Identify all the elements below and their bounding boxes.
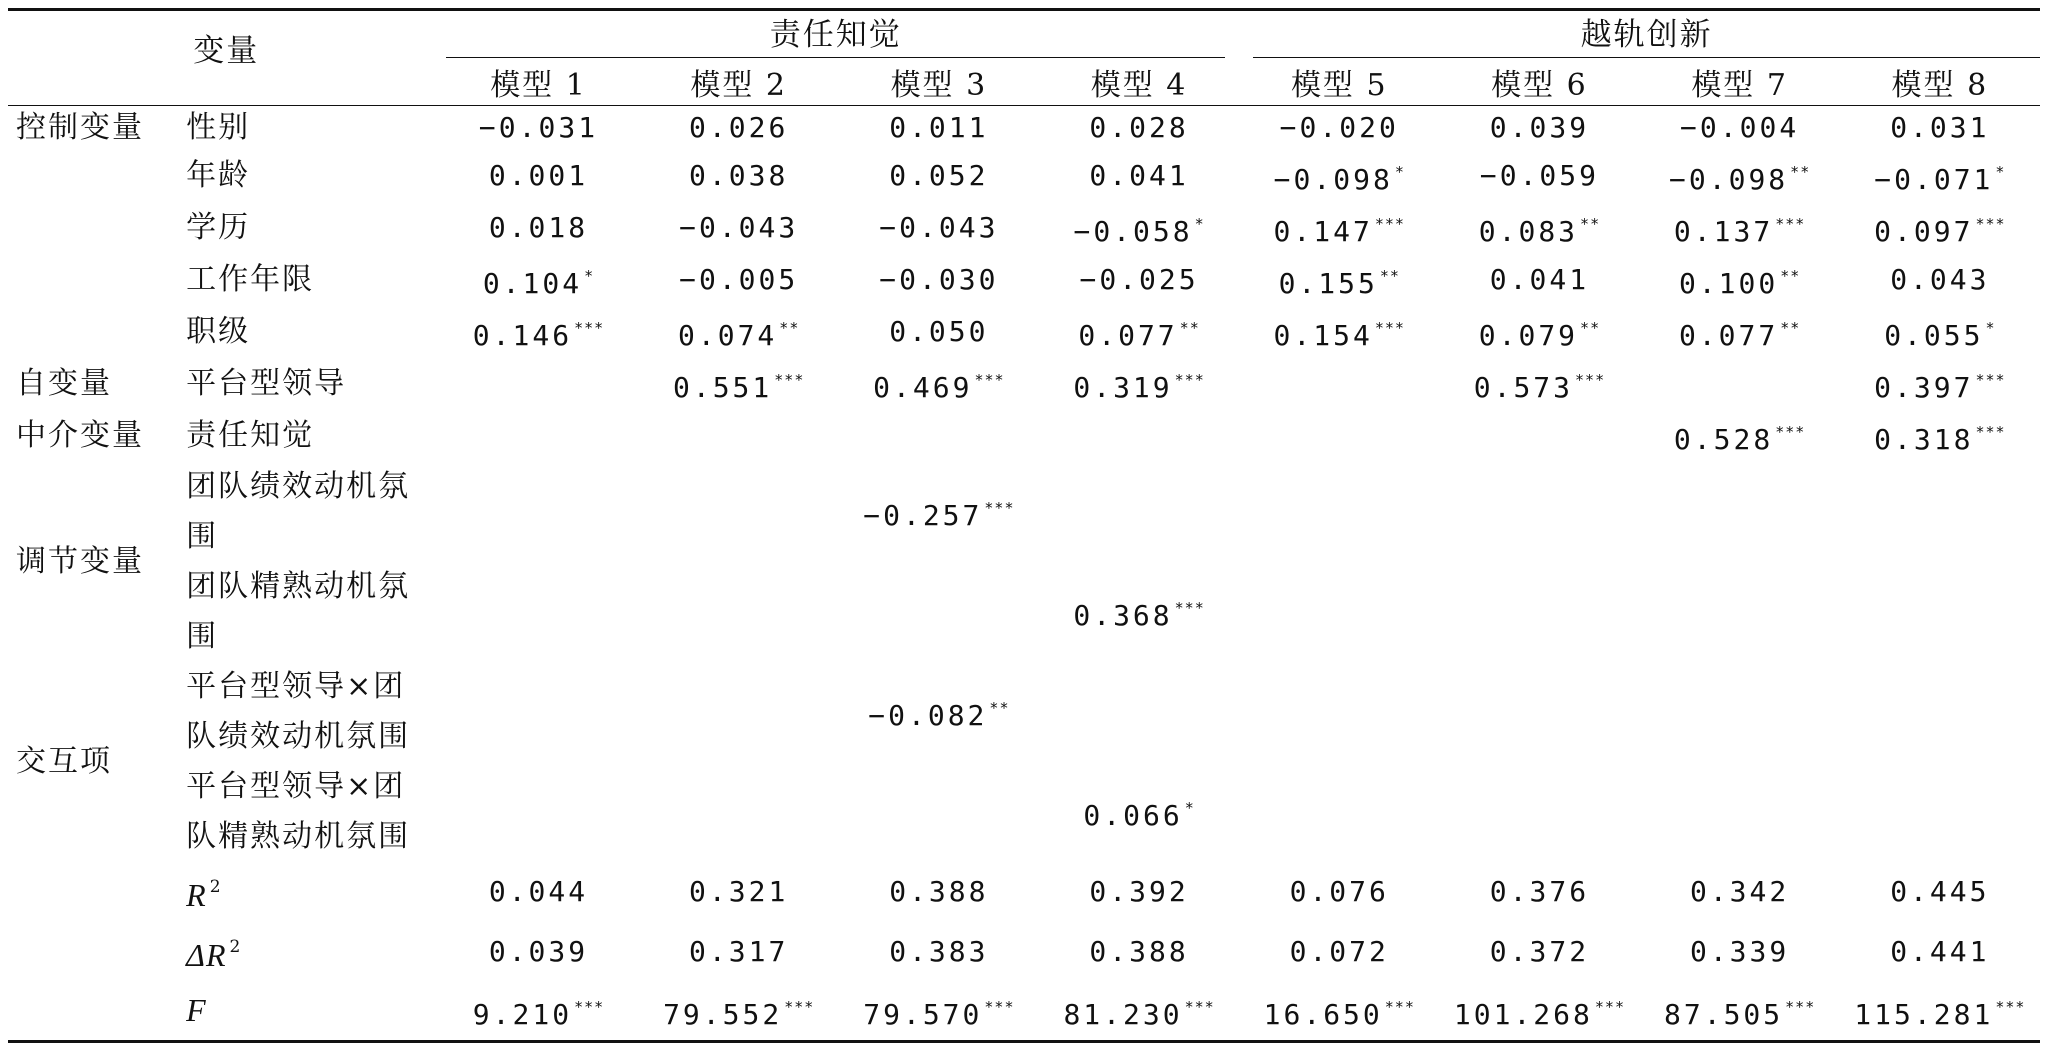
stat-label: F — [186, 992, 207, 1028]
coef-cell — [1640, 106, 1840, 151]
coef-value: −0.059 — [1479, 159, 1600, 192]
coef-cell — [438, 862, 638, 922]
coef-value: −0.257 — [863, 499, 983, 532]
table-row — [8, 562, 2040, 662]
coef-cell — [839, 662, 1039, 762]
coef-value: 0.376 — [1489, 875, 1590, 908]
coef-cell — [1840, 922, 2040, 982]
coef-value: −0.004 — [1680, 111, 1800, 144]
coef-cell — [1640, 358, 1840, 410]
table-row — [8, 922, 2040, 982]
coef-cell — [839, 306, 1039, 358]
row-variable — [180, 982, 438, 1042]
coef-value: 0.079 — [1478, 319, 1579, 352]
coef-value: 0.154 — [1273, 319, 1373, 352]
coef-value: −0.005 — [679, 263, 799, 296]
coef-value: 0.038 — [689, 159, 789, 192]
table-row — [8, 150, 2040, 202]
coef-cell — [1239, 662, 1439, 762]
coef-value: 0.043 — [1890, 263, 1990, 296]
row-category — [8, 306, 180, 358]
coef-cell — [639, 358, 839, 410]
stat-label: ΔR — [186, 937, 227, 973]
coef-cell — [1439, 862, 1639, 922]
group-header-deviant-innovation: 越轨创新 — [1239, 10, 2040, 60]
coef-cell — [1239, 202, 1439, 254]
coef-value: −0.043 — [879, 211, 999, 244]
row-variable-line1: 团队精熟动机氛 — [186, 569, 411, 604]
row-category: 中介变量 — [16, 418, 144, 453]
significance-stars: *** — [1975, 215, 2006, 233]
row-variable — [180, 922, 438, 982]
coef-value: 0.146 — [472, 319, 573, 352]
coef-value: −0.020 — [1279, 111, 1399, 144]
coef-cell — [438, 762, 638, 862]
coef-cell — [1039, 106, 1239, 151]
coef-cell — [639, 922, 839, 982]
row-category — [8, 862, 180, 922]
coef-value: 0.072 — [1289, 935, 1389, 968]
coef-value: 0.031 — [1890, 111, 1990, 144]
coef-value: 0.388 — [889, 875, 989, 908]
coef-cell — [1039, 202, 1239, 254]
table-body — [8, 106, 2040, 1042]
significance-stars: *** — [1785, 998, 1816, 1016]
coef-cell — [438, 358, 638, 410]
coef-value: 0.050 — [889, 315, 989, 348]
coef-cell — [1439, 202, 1639, 254]
variable-header — [8, 10, 438, 106]
coef-cell — [1039, 462, 1239, 562]
coef-value: 79.552 — [663, 998, 783, 1031]
coef-cell — [1439, 254, 1639, 306]
coef-cell — [1039, 922, 1239, 982]
coef-cell — [1840, 862, 2040, 922]
significance-stars: *** — [1995, 998, 2026, 1016]
row-variable-line1: 平台型领导×团 — [186, 669, 406, 704]
coef-value: 0.383 — [889, 935, 989, 968]
coef-value: 0.528 — [1673, 423, 1774, 456]
row-variable — [180, 762, 438, 862]
significance-stars: *** — [1174, 599, 1205, 617]
coef-cell — [438, 150, 638, 202]
coef-cell — [438, 254, 638, 306]
coef-cell — [639, 562, 839, 662]
coef-value: 0.074 — [678, 319, 778, 352]
row-category — [8, 254, 180, 306]
coef-cell — [1840, 410, 2040, 462]
coef-value: 79.570 — [863, 998, 983, 1031]
significance-stars: * — [1394, 163, 1405, 181]
coef-cell — [438, 410, 638, 462]
coef-value: 9.210 — [472, 998, 573, 1031]
coef-cell — [1239, 106, 1439, 151]
model-header: 模型 8 — [1840, 59, 2040, 106]
coef-value: −0.082 — [868, 699, 988, 732]
coef-cell — [1039, 982, 1239, 1042]
group-header-row — [8, 10, 2040, 60]
coef-value: 0.368 — [1073, 599, 1173, 632]
model-header: 模型 3 — [839, 59, 1039, 106]
coef-cell — [438, 202, 638, 254]
coef-cell — [839, 358, 1039, 410]
table-row — [8, 862, 2040, 922]
coef-value: 0.137 — [1673, 215, 1774, 248]
row-variable: 职级 — [186, 314, 251, 349]
coef-cell — [1439, 306, 1639, 358]
row-category: 自变量 — [16, 366, 112, 401]
coef-cell — [1239, 358, 1439, 410]
coef-value: 0.066 — [1083, 799, 1183, 832]
significance-stars: *** — [574, 998, 605, 1016]
coef-value: −0.043 — [679, 211, 799, 244]
significance-stars: * — [1194, 215, 1205, 233]
coef-cell — [1439, 150, 1639, 202]
significance-stars: *** — [774, 371, 805, 389]
row-variable — [180, 462, 438, 562]
coef-value: 0.445 — [1890, 875, 1990, 908]
coef-value: 0.018 — [488, 211, 589, 244]
coef-value: 0.001 — [488, 159, 589, 192]
coef-cell — [438, 306, 638, 358]
coef-cell — [1640, 982, 1840, 1042]
coef-value: 0.041 — [1489, 263, 1590, 296]
coef-cell — [1640, 662, 1840, 762]
significance-stars: *** — [1594, 998, 1625, 1016]
coef-value: 81.230 — [1063, 998, 1183, 1031]
significance-stars: ** — [1580, 215, 1601, 233]
coef-cell — [839, 862, 1039, 922]
coef-value: −0.025 — [1079, 263, 1199, 296]
coef-cell — [438, 106, 638, 151]
regression-results-table — [8, 8, 2040, 1043]
group-header-responsibility: 责任知觉 — [438, 10, 1239, 60]
coef-cell — [1039, 662, 1239, 762]
coef-cell — [1439, 358, 1639, 410]
row-variable: 性别 — [186, 110, 251, 145]
coef-cell — [1039, 254, 1239, 306]
significance-stars: *** — [1975, 423, 2006, 441]
coef-cell — [438, 562, 638, 662]
coef-cell — [1039, 358, 1239, 410]
coef-cell — [639, 662, 839, 762]
row-category — [8, 150, 180, 202]
coef-cell — [839, 410, 1039, 462]
coef-cell — [1439, 922, 1639, 982]
row-variable — [180, 862, 438, 922]
coef-value: 0.551 — [672, 371, 773, 404]
coef-value: 0.077 — [1078, 319, 1178, 352]
coef-cell — [639, 982, 839, 1042]
coef-cell — [639, 150, 839, 202]
significance-stars: *** — [1384, 998, 1415, 1016]
coef-cell — [1840, 306, 2040, 358]
coef-cell — [1439, 562, 1639, 662]
coef-cell — [639, 202, 839, 254]
coef-cell — [1640, 562, 1840, 662]
row-category — [8, 982, 180, 1042]
coef-cell — [438, 662, 638, 762]
coef-value: 101.268 — [1453, 998, 1593, 1031]
coef-value: −0.098 — [1273, 163, 1393, 196]
row-variable-line2: 围 — [186, 519, 219, 554]
coef-cell — [438, 462, 638, 562]
model-header: 模型 5 — [1239, 59, 1439, 106]
coef-cell — [438, 982, 638, 1042]
coef-cell — [839, 106, 1039, 151]
significance-stars: ** — [989, 699, 1010, 717]
coef-cell — [639, 254, 839, 306]
significance-stars: *** — [984, 998, 1015, 1016]
coef-cell — [639, 410, 839, 462]
coef-value: 0.321 — [689, 875, 789, 908]
coef-cell — [1239, 462, 1439, 562]
coef-cell — [1640, 202, 1840, 254]
coef-cell — [1239, 922, 1439, 982]
row-variable: 年龄 — [186, 158, 251, 193]
coef-cell — [1840, 662, 2040, 762]
coef-cell — [1039, 410, 1239, 462]
coef-cell — [839, 982, 1039, 1042]
row-variable — [180, 662, 438, 762]
coef-value: 0.388 — [1089, 935, 1189, 968]
coef-cell — [1439, 106, 1639, 151]
coef-cell — [1239, 982, 1439, 1042]
coef-value: −0.030 — [879, 263, 999, 296]
coef-cell — [839, 762, 1039, 862]
coef-value: 0.044 — [488, 875, 589, 908]
coef-cell — [1439, 762, 1639, 862]
stat-superscript: 2 — [209, 877, 223, 897]
coef-value: 0.342 — [1689, 875, 1790, 908]
coef-cell — [1439, 662, 1639, 762]
coef-value: 0.076 — [1289, 875, 1389, 908]
table-row — [8, 202, 2040, 254]
row-category: 交互项 — [16, 744, 112, 779]
significance-stars: ** — [779, 319, 800, 337]
coef-cell — [1840, 562, 2040, 662]
significance-stars: *** — [1775, 215, 1806, 233]
model-header: 模型 2 — [639, 59, 839, 106]
coef-value: 0.028 — [1089, 111, 1189, 144]
significance-stars: * — [584, 267, 595, 285]
coef-value: 0.317 — [689, 935, 789, 968]
coef-value: 0.011 — [889, 111, 989, 144]
coef-cell — [1840, 202, 2040, 254]
significance-stars: ** — [1790, 163, 1811, 181]
variable-header-label: 变量 — [193, 33, 260, 69]
coef-value: 0.055 — [1884, 319, 1984, 352]
coef-cell — [1640, 254, 1840, 306]
coef-value: 0.319 — [1073, 371, 1173, 404]
coef-cell — [1840, 150, 2040, 202]
significance-stars: ** — [1379, 267, 1400, 285]
table-row — [8, 462, 2040, 562]
coef-value: 0.372 — [1489, 935, 1590, 968]
row-variable: 责任知觉 — [186, 418, 315, 453]
significance-stars: *** — [784, 998, 815, 1016]
coef-cell — [1640, 862, 1840, 922]
coef-value: −0.098 — [1669, 163, 1789, 196]
regression-table-container — [8, 8, 2040, 1043]
significance-stars: *** — [574, 319, 605, 337]
table-row — [8, 358, 2040, 410]
coef-value: 0.100 — [1678, 267, 1779, 300]
model-header: 模型 6 — [1439, 59, 1639, 106]
coef-value: 0.441 — [1890, 935, 1990, 968]
coef-cell — [639, 862, 839, 922]
coef-cell — [639, 462, 839, 562]
coef-value: 0.147 — [1273, 215, 1373, 248]
coef-cell — [1439, 982, 1639, 1042]
coef-cell — [1640, 306, 1840, 358]
coef-cell — [1239, 562, 1439, 662]
coef-cell — [1840, 358, 2040, 410]
row-category: 控制变量 — [16, 110, 144, 145]
row-category: 调节变量 — [16, 544, 144, 579]
significance-stars: * — [1995, 163, 2006, 181]
significance-stars: ** — [1179, 319, 1200, 337]
coef-value: −0.058 — [1073, 215, 1193, 248]
row-variable: 工作年限 — [186, 262, 315, 297]
coef-value: 0.026 — [689, 111, 789, 144]
significance-stars: * — [1985, 319, 1996, 337]
coef-value: 0.097 — [1874, 215, 1974, 248]
row-variable — [180, 562, 438, 662]
coef-cell — [1239, 762, 1439, 862]
coef-value: 0.039 — [1489, 111, 1590, 144]
row-variable-line1: 平台型领导×团 — [186, 769, 406, 804]
coef-cell — [1640, 462, 1840, 562]
coef-cell — [1439, 462, 1639, 562]
table-row — [8, 254, 2040, 306]
row-variable-line2: 队绩效动机氛围 — [186, 719, 411, 754]
coef-value: 0.392 — [1089, 875, 1189, 908]
significance-stars: ** — [1780, 319, 1801, 337]
coef-cell — [839, 562, 1039, 662]
table-row — [8, 982, 2040, 1042]
coef-value: 0.039 — [488, 935, 589, 968]
coef-cell — [1640, 150, 1840, 202]
coef-cell — [1239, 862, 1439, 922]
table-row — [8, 306, 2040, 358]
coef-value: 0.083 — [1478, 215, 1579, 248]
row-category — [8, 202, 180, 254]
coef-value: 0.041 — [1089, 159, 1189, 192]
table-row — [8, 106, 2040, 151]
row-variable: 学历 — [186, 210, 251, 245]
coef-cell — [438, 922, 638, 982]
coef-cell — [1039, 762, 1239, 862]
significance-stars: *** — [1374, 215, 1405, 233]
coef-cell — [1640, 410, 1840, 462]
significance-stars: *** — [974, 371, 1005, 389]
significance-stars: *** — [1184, 998, 1215, 1016]
coef-cell — [639, 306, 839, 358]
coef-value: 0.052 — [889, 159, 989, 192]
model-header: 模型 4 — [1039, 59, 1239, 106]
coef-cell — [1239, 306, 1439, 358]
coef-value: 16.650 — [1263, 998, 1383, 1031]
coef-cell — [639, 106, 839, 151]
coef-cell — [1039, 306, 1239, 358]
coef-cell — [839, 202, 1039, 254]
row-variable: 平台型领导 — [186, 366, 347, 401]
coef-cell — [1039, 862, 1239, 922]
coef-cell — [839, 922, 1039, 982]
coef-value: 0.339 — [1689, 935, 1790, 968]
coef-value: 0.104 — [482, 267, 583, 300]
significance-stars: * — [1184, 799, 1195, 817]
significance-stars: *** — [984, 499, 1015, 517]
row-variable-line2: 队精熟动机氛围 — [186, 819, 411, 854]
coef-cell — [1640, 762, 1840, 862]
coef-cell — [1840, 106, 2040, 151]
coef-value: 115.281 — [1854, 998, 1994, 1031]
coef-cell — [839, 462, 1039, 562]
row-variable-line2: 围 — [186, 619, 219, 654]
significance-stars: *** — [1775, 423, 1806, 441]
coef-value: 0.077 — [1678, 319, 1779, 352]
coef-cell — [639, 762, 839, 862]
coef-cell — [1039, 562, 1239, 662]
coef-cell — [1640, 922, 1840, 982]
stat-label: R — [186, 877, 207, 913]
coef-cell — [1840, 462, 2040, 562]
coef-value: −0.031 — [478, 111, 599, 144]
table-row — [8, 662, 2040, 762]
significance-stars: *** — [1575, 371, 1606, 389]
coef-cell — [1439, 410, 1639, 462]
model-header: 模型 7 — [1640, 59, 1840, 106]
coef-cell — [839, 150, 1039, 202]
coef-value: 87.505 — [1664, 998, 1784, 1031]
coef-value: 0.573 — [1473, 371, 1574, 404]
table-row — [8, 410, 2040, 462]
coef-value: 0.155 — [1278, 267, 1378, 300]
stat-superscript: 2 — [229, 937, 243, 957]
significance-stars: *** — [1174, 371, 1205, 389]
table-row — [8, 762, 2040, 862]
coef-cell — [1840, 982, 2040, 1042]
coef-value: 0.397 — [1874, 371, 1974, 404]
significance-stars: *** — [1975, 371, 2006, 389]
model-header: 模型 1 — [438, 59, 638, 106]
significance-stars: ** — [1780, 267, 1801, 285]
significance-stars: ** — [1580, 319, 1601, 337]
row-category — [8, 922, 180, 982]
coef-cell — [839, 254, 1039, 306]
significance-stars: *** — [1374, 319, 1405, 337]
coef-cell — [1840, 254, 2040, 306]
coef-value: −0.071 — [1874, 163, 1994, 196]
coef-cell — [1840, 762, 2040, 862]
coef-cell — [1239, 150, 1439, 202]
coef-value: 0.469 — [873, 371, 973, 404]
coef-cell — [1239, 254, 1439, 306]
coef-cell — [1039, 150, 1239, 202]
coef-value: 0.318 — [1874, 423, 1974, 456]
coef-cell — [1239, 410, 1439, 462]
row-variable-line1: 团队绩效动机氛 — [186, 469, 411, 504]
